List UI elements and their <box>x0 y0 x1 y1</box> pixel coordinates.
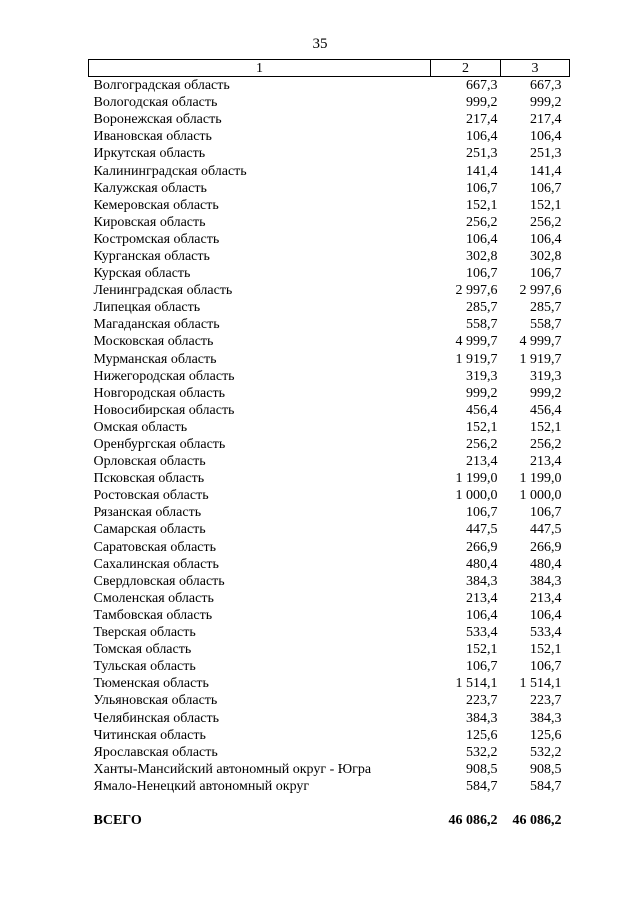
column-3-value-cell: 667,3 <box>530 78 562 94</box>
column-2-value-cell: 106,7 <box>466 659 498 675</box>
column-2-value-cell: 384,3 <box>466 573 498 589</box>
table-row <box>89 761 570 778</box>
column-2-value-cell: 302,8 <box>466 248 498 264</box>
column-2-value-cell: 106,7 <box>466 505 498 521</box>
column-header-3: 3 <box>501 60 570 77</box>
region-name-cell: Новосибирская область <box>93 402 235 418</box>
column-3-value-cell: 456,4 <box>530 402 562 418</box>
page-number: 35 <box>312 36 328 52</box>
table-row <box>89 436 570 453</box>
table-row <box>89 162 570 179</box>
column-3-value-cell: 4 999,7 <box>519 334 562 350</box>
column-2-value-cell: 384,3 <box>466 710 498 726</box>
table-row <box>89 590 570 607</box>
column-2-value-cell: 223,7 <box>466 693 498 709</box>
column-3-value-cell: 125,6 <box>530 727 562 743</box>
table-row <box>89 487 570 504</box>
column-2-value-cell: 213,4 <box>466 454 498 470</box>
column-3-value-cell: 908,5 <box>530 761 562 777</box>
column-3-value-cell: 256,2 <box>530 437 562 453</box>
column-2-value-cell: 256,2 <box>466 437 498 453</box>
column-3-value-cell: 256,2 <box>530 214 562 230</box>
total-column-2-cell: 46 086,2 <box>448 812 498 828</box>
region-name-cell: Читинская область <box>93 727 206 743</box>
region-name-cell: Ярославская область <box>93 744 218 760</box>
table-row <box>89 504 570 521</box>
column-3-value-cell: 266,9 <box>530 539 562 555</box>
column-2-value-cell: 456,4 <box>466 402 498 418</box>
table-row <box>89 282 570 299</box>
column-3-value-cell: 1 514,1 <box>519 676 562 692</box>
table-row <box>89 94 570 111</box>
table-row <box>89 658 570 675</box>
table-row <box>89 197 570 214</box>
table-row <box>89 692 570 709</box>
table-row <box>89 778 570 795</box>
region-name-cell: Калужская область <box>93 180 207 196</box>
region-name-cell: Иркутская область <box>93 146 206 162</box>
column-3-value-cell: 217,4 <box>530 112 562 128</box>
column-3-value-cell: 558,7 <box>530 317 562 333</box>
region-name-cell: Ленинградская область <box>93 283 233 299</box>
region-name-cell: Ульяновская область <box>93 693 218 709</box>
table-row <box>89 556 570 573</box>
table-row <box>89 539 570 556</box>
region-name-cell: Нижегородская область <box>93 368 235 384</box>
region-name-cell: Псковская область <box>93 471 205 487</box>
region-name-cell: Челябинская область <box>93 710 219 726</box>
table-header <box>89 60 570 77</box>
table-row <box>89 419 570 436</box>
column-3-value-cell: 213,4 <box>530 590 562 606</box>
region-name-cell: Ханты-Мансийский автономный округ - Югра <box>93 761 372 777</box>
column-3-value-cell: 152,1 <box>530 197 562 213</box>
column-2-value-cell: 1 514,1 <box>455 676 498 692</box>
region-name-cell: Ростовская область <box>93 488 209 504</box>
region-name-cell: Кемеровская область <box>93 197 219 213</box>
region-name-cell: Курская область <box>93 266 191 282</box>
region-name-cell: Волгоградская область <box>93 78 230 94</box>
column-3-value-cell: 106,7 <box>530 505 562 521</box>
region-name-cell: Свердловская область <box>93 573 225 589</box>
table-row <box>89 727 570 744</box>
region-name-cell: Курганская область <box>93 248 210 264</box>
table-row <box>89 744 570 761</box>
table-row <box>89 180 570 197</box>
spacer-row <box>89 795 570 812</box>
table-row <box>89 573 570 590</box>
column-2-value-cell: 480,4 <box>466 556 498 572</box>
region-name-cell: Вологодская область <box>93 95 218 111</box>
column-2-value-cell: 1 919,7 <box>455 351 498 367</box>
table-row <box>89 145 570 162</box>
column-3-value-cell: 106,7 <box>530 659 562 675</box>
column-2-value-cell: 251,3 <box>466 146 498 162</box>
column-2-value-cell: 447,5 <box>466 522 498 538</box>
column-2-value-cell: 908,5 <box>466 761 498 777</box>
region-name-cell: Тверская область <box>93 625 196 641</box>
column-2-value-cell: 106,4 <box>466 129 498 145</box>
column-3-value-cell: 213,4 <box>530 454 562 470</box>
column-2-value-cell: 106,7 <box>466 266 498 282</box>
column-3-value-cell: 999,2 <box>530 385 562 401</box>
region-name-cell: Ямало-Ненецкий автономный округ <box>93 778 310 794</box>
column-2-value-cell: 2 997,6 <box>455 283 498 299</box>
region-name-cell: Орловская область <box>93 454 206 470</box>
column-2-value-cell: 533,4 <box>466 625 498 641</box>
column-3-value-cell: 285,7 <box>530 300 562 316</box>
spacer-cell <box>89 795 570 812</box>
column-3-value-cell: 223,7 <box>530 693 562 709</box>
region-name-cell: Московская область <box>93 334 214 350</box>
table-row <box>89 128 570 145</box>
table-row <box>89 248 570 265</box>
column-2-value-cell: 266,9 <box>466 539 498 555</box>
column-2-value-cell: 106,4 <box>466 607 498 623</box>
region-name-cell: Ивановская область <box>93 129 212 145</box>
column-2-value-cell: 285,7 <box>466 300 498 316</box>
table-row <box>89 351 570 368</box>
table-body <box>89 77 570 830</box>
column-3-value-cell: 106,4 <box>530 129 562 145</box>
column-2-value-cell: 558,7 <box>466 317 498 333</box>
column-3-value-cell: 532,2 <box>530 744 562 760</box>
total-row <box>89 812 570 829</box>
table-row <box>89 709 570 726</box>
region-name-cell: Тамбовская область <box>93 607 213 623</box>
table-row <box>89 607 570 624</box>
region-table <box>88 59 570 829</box>
column-3-value-cell: 152,1 <box>530 419 562 435</box>
table-row <box>89 299 570 316</box>
table-row <box>89 231 570 248</box>
column-3-value-cell: 1 919,7 <box>519 351 562 367</box>
column-2-value-cell: 217,4 <box>466 112 498 128</box>
table-row <box>89 77 570 95</box>
column-2-value-cell: 584,7 <box>466 778 498 794</box>
region-name-cell: Калининградская область <box>93 163 247 179</box>
column-3-value-cell: 302,8 <box>530 248 562 264</box>
column-3-value-cell: 152,1 <box>530 642 562 658</box>
column-3-value-cell: 106,7 <box>530 266 562 282</box>
table-row <box>89 470 570 487</box>
column-3-value-cell: 319,3 <box>530 368 562 384</box>
table-row <box>89 111 570 128</box>
column-3-value-cell: 447,5 <box>530 522 562 538</box>
column-2-value-cell: 319,3 <box>466 368 498 384</box>
region-name-cell: Сахалинская область <box>93 556 219 572</box>
column-2-value-cell: 125,6 <box>466 727 498 743</box>
column-3-value-cell: 2 997,6 <box>519 283 562 299</box>
column-3-value-cell: 384,3 <box>530 573 562 589</box>
column-3-value-cell: 584,7 <box>530 778 562 794</box>
table-row <box>89 385 570 402</box>
column-3-value-cell: 106,4 <box>530 231 562 247</box>
column-3-value-cell: 480,4 <box>530 556 562 572</box>
column-3-value-cell: 384,3 <box>530 710 562 726</box>
column-2-value-cell: 106,7 <box>466 180 498 196</box>
region-name-cell: Саратовская область <box>93 539 217 555</box>
column-2-value-cell: 141,4 <box>466 163 498 179</box>
region-name-cell: Оренбургская область <box>93 437 226 453</box>
column-header-1: 1 <box>89 60 431 77</box>
column-2-value-cell: 999,2 <box>466 95 498 111</box>
column-2-value-cell: 106,4 <box>466 231 498 247</box>
region-name-cell: Кировская область <box>93 214 206 230</box>
column-3-value-cell: 141,4 <box>530 163 562 179</box>
region-name-cell: Новгородская область <box>93 385 225 401</box>
column-2-value-cell: 1 000,0 <box>455 488 498 504</box>
table-row <box>89 402 570 419</box>
region-name-cell: Мурманская область <box>93 351 217 367</box>
column-2-value-cell: 1 199,0 <box>455 471 498 487</box>
region-name-cell: Омская область <box>93 419 188 435</box>
table-row <box>89 265 570 282</box>
region-name-cell: Томская область <box>93 642 192 658</box>
column-3-value-cell: 999,2 <box>530 95 562 111</box>
column-2-value-cell: 4 999,7 <box>455 334 498 350</box>
region-name-cell: Самарская область <box>93 522 206 538</box>
table-row <box>89 316 570 333</box>
table-row <box>89 641 570 658</box>
region-name-cell: Липецкая область <box>93 300 201 316</box>
region-name-cell: Магаданская область <box>93 317 220 333</box>
column-2-value-cell: 532,2 <box>466 744 498 760</box>
column-2-value-cell: 152,1 <box>466 197 498 213</box>
column-2-value-cell: 152,1 <box>466 642 498 658</box>
total-column-3-cell: 46 086,2 <box>512 812 562 828</box>
header-row <box>89 60 570 77</box>
column-3-value-cell: 106,4 <box>530 607 562 623</box>
column-2-value-cell: 999,2 <box>466 385 498 401</box>
column-3-value-cell: 106,7 <box>530 180 562 196</box>
table-row <box>89 333 570 350</box>
column-2-value-cell: 213,4 <box>466 590 498 606</box>
table-row <box>89 214 570 231</box>
region-name-cell: Смоленская область <box>93 590 214 606</box>
column-3-value-cell: 533,4 <box>530 625 562 641</box>
region-name-cell: Тульская область <box>93 659 196 675</box>
table-row <box>89 368 570 385</box>
table-row <box>89 624 570 641</box>
column-2-value-cell: 152,1 <box>466 419 498 435</box>
region-name-cell: Рязанская область <box>93 505 202 521</box>
table-row <box>89 453 570 470</box>
column-2-value-cell: 256,2 <box>466 214 498 230</box>
total-label-cell: ВСЕГО <box>93 812 142 828</box>
column-3-value-cell: 1 199,0 <box>519 471 562 487</box>
column-header-2: 2 <box>431 60 501 77</box>
region-name-cell: Воронежская область <box>93 112 222 128</box>
region-name-cell: Тюменская область <box>93 676 209 692</box>
table-row <box>89 675 570 692</box>
region-name-cell: Костромская область <box>93 231 220 247</box>
column-3-value-cell: 251,3 <box>530 146 562 162</box>
table-row <box>89 521 570 538</box>
column-3-value-cell: 1 000,0 <box>519 488 562 504</box>
column-2-value-cell: 667,3 <box>466 78 498 94</box>
